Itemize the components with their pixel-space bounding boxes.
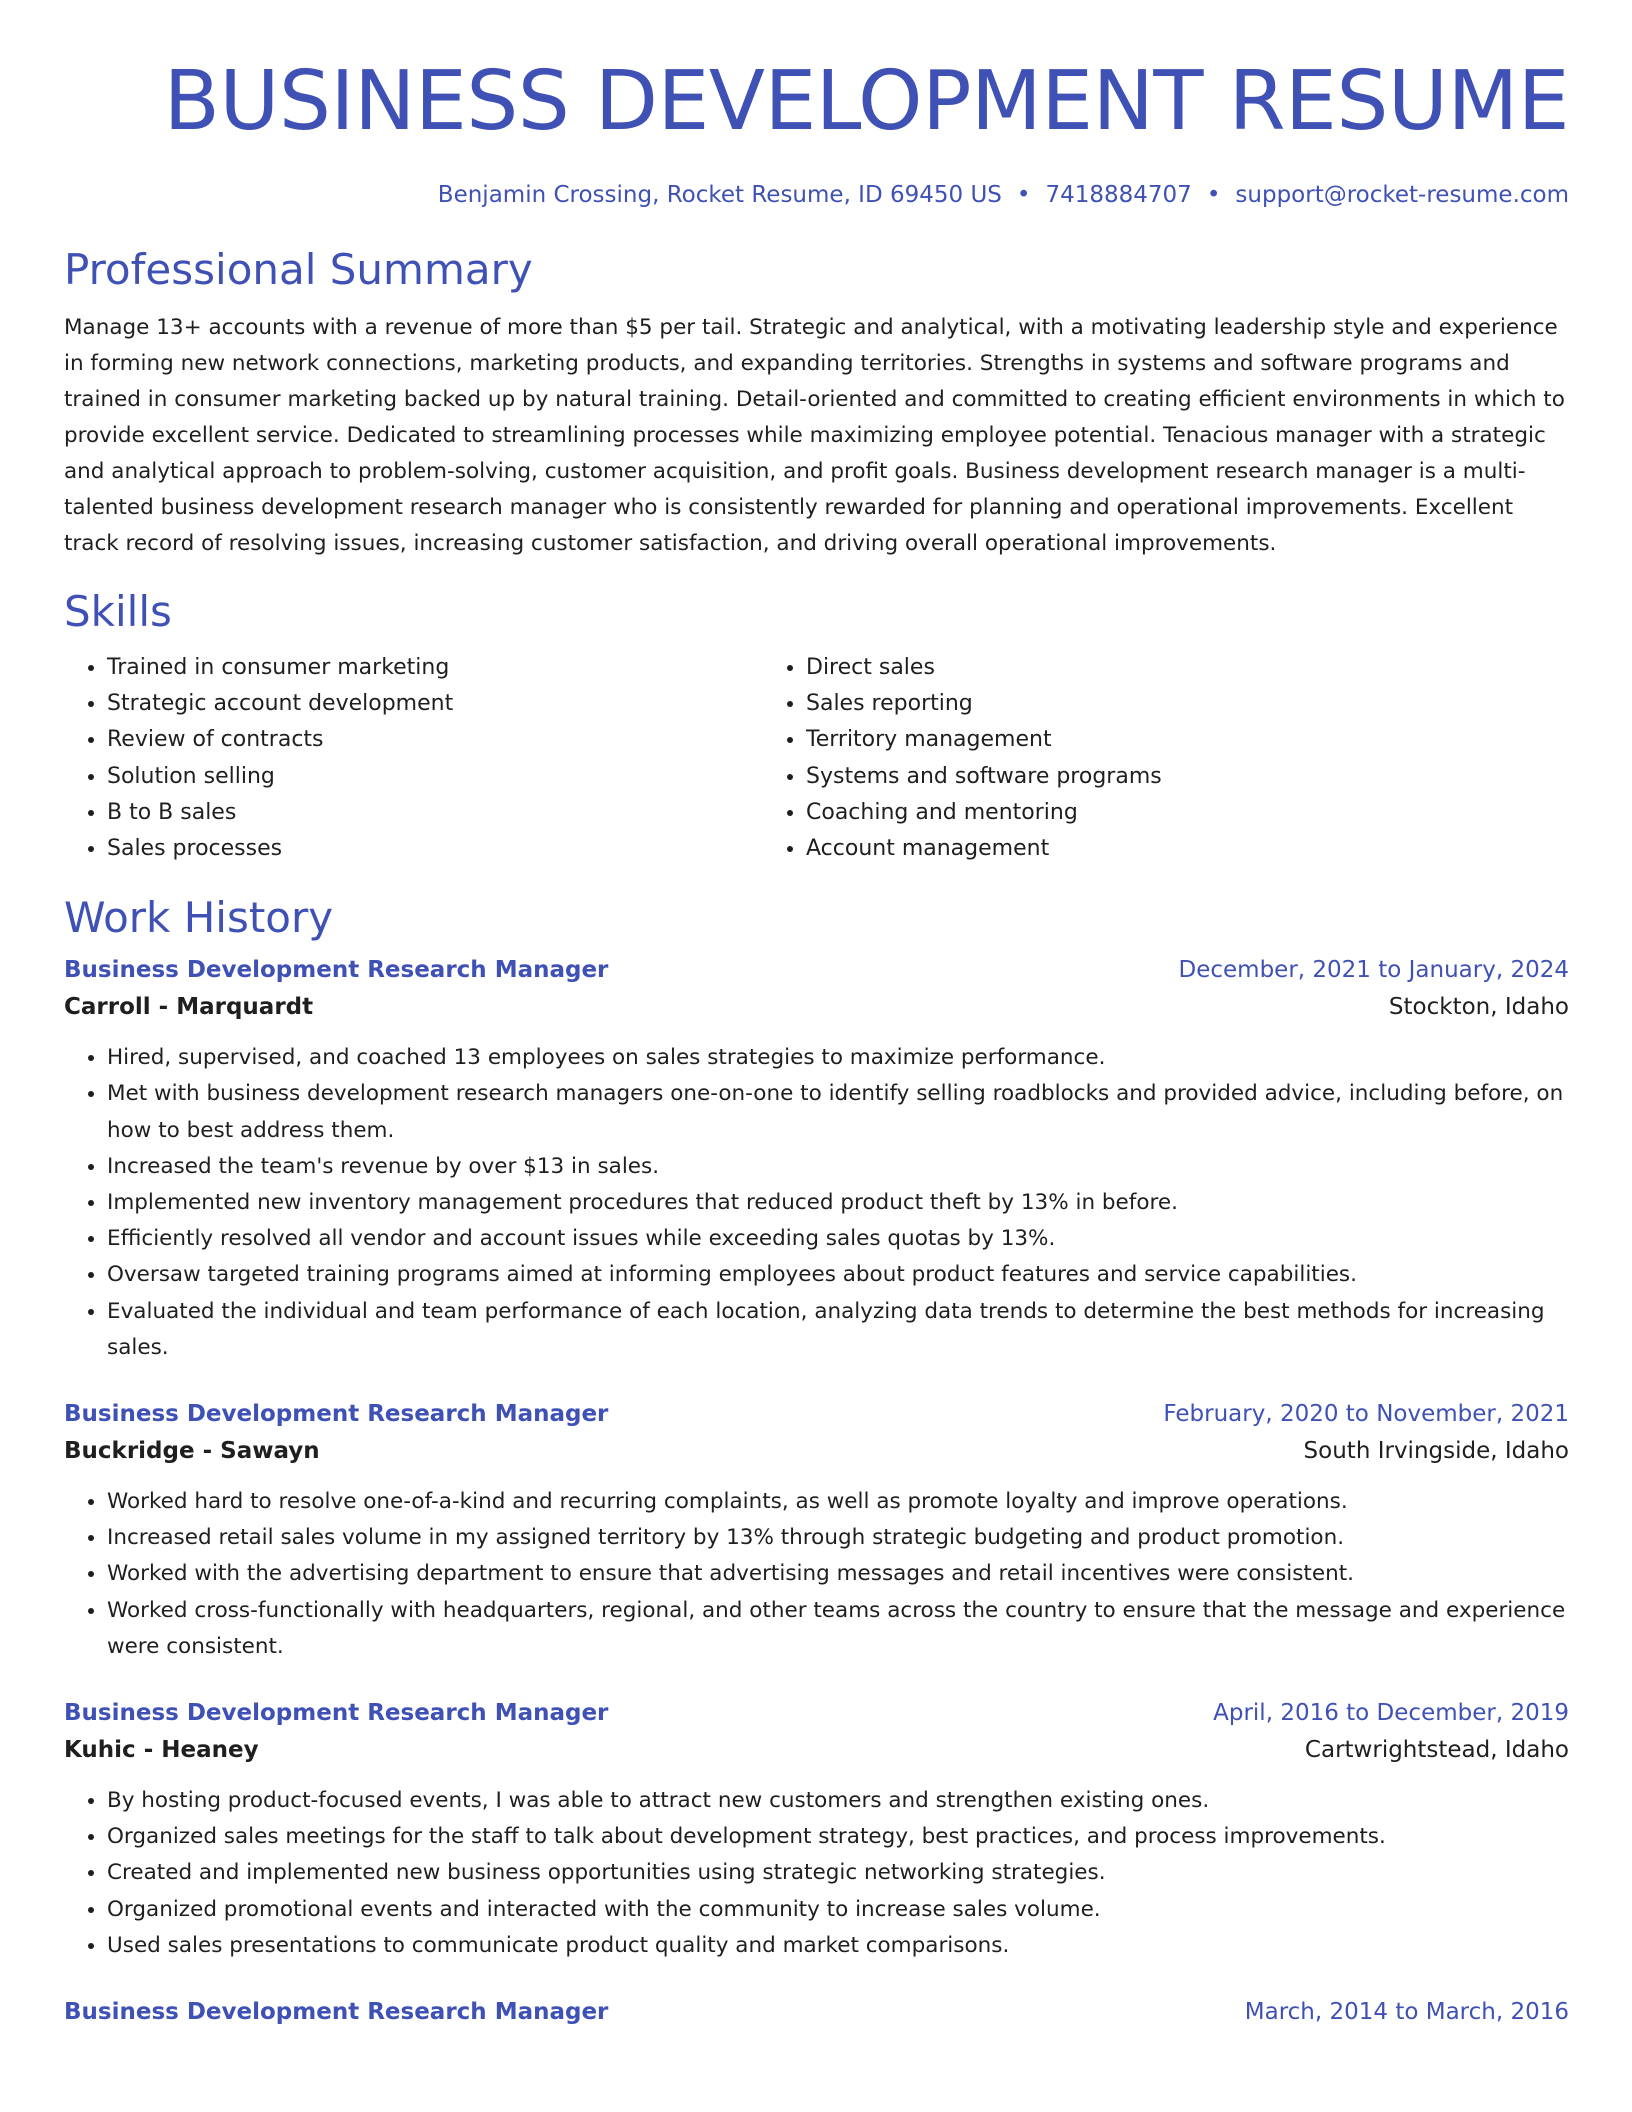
job-location: Cartwrightstead, Idaho (1304, 1737, 1569, 1764)
job-location: South Irvingside, Idaho (1303, 1438, 1569, 1465)
job-company-row (64, 1731, 1569, 1769)
skill-item: • Trained in consumer marketing (107, 650, 763, 686)
duty-item: • Hired, supervised, and coached 13 employees on sales strategies to maximize performance. (107, 1040, 1569, 1076)
duty-item: • Increased retail sales volume in my assigned territory by 13% through strategic budgeting and product promotion. (107, 1520, 1569, 1556)
contact-email[interactable]: support@rocket-resume.com (1235, 182, 1569, 208)
duty-item: • Created and implemented new business opportunities using strategic networking strategies. (107, 1855, 1569, 1891)
skills-list-right (763, 650, 1569, 867)
duty-item: • Used sales presentations to communicate product quality and market comparisons. (107, 1928, 1569, 1964)
duty-item: • Increased the team's revenue by over $13 in sales. (107, 1149, 1569, 1185)
skill-item: • Direct sales (806, 650, 1569, 686)
duty-item: • Oversaw targeted training programs aimed at informing employees about product features and service capabilities. (107, 1257, 1569, 1293)
job-company: Carroll - Marquardt (64, 994, 314, 1021)
skills-list-left (64, 650, 763, 867)
contact-separator: • (1206, 182, 1221, 208)
duty-item: • Worked cross-functionally with headquarters, regional, and other teams across the country to ensure that the message and experience were consistent. (107, 1593, 1569, 1665)
job-entry (64, 1994, 1569, 2030)
job-dates: February, 2020 to November, 2021 (1163, 1401, 1569, 1428)
job-title: Business Development Research Manager (64, 1700, 609, 1727)
skill-item: • Review of contracts (107, 722, 763, 758)
duty-item: • Organized promotional events and interacted with the community to increase sales volume. (107, 1892, 1569, 1928)
job-company: Kuhic - Heaney (64, 1737, 259, 1764)
duty-item: • Worked hard to resolve one-of-a-kind and recurring complaints, as well as promote loyalty and improve operations. (107, 1484, 1569, 1520)
skill-item: • Sales reporting (806, 686, 1569, 722)
contact-separator: • (1016, 182, 1031, 208)
skill-item: • Sales processes (107, 831, 763, 867)
job-duties (64, 1484, 1569, 1665)
job-company-row (64, 988, 1569, 1026)
skill-item: • Coaching and mentoring (806, 795, 1569, 831)
skill-item: • B to B sales (107, 795, 763, 831)
job-title-row (64, 952, 1569, 988)
job-duties (64, 1783, 1569, 1964)
duty-item: • Evaluated the individual and team performance of each location, analyzing data trends to determine the best methods for increasing sales. (107, 1294, 1569, 1366)
job-dates: December, 2021 to January, 2024 (1178, 957, 1569, 984)
duty-item: • By hosting product-focused events, I was able to attract new customers and strengthen existing ones. (107, 1783, 1569, 1819)
job-company-row (64, 1432, 1569, 1470)
job-location: Stockton, Idaho (1388, 994, 1569, 1021)
summary-heading: Professional Summary (64, 245, 533, 294)
skill-item: • Account management (806, 831, 1569, 867)
job-dates: March, 2014 to March, 2016 (1244, 1999, 1569, 2026)
job-entry (64, 1396, 1569, 1665)
duty-item: • Organized sales meetings for the staff to talk about development strategy, best practices, and process improvements. (107, 1819, 1569, 1855)
duty-item: • Worked with the advertising department to ensure that advertising messages and retail incentives were consistent. (107, 1556, 1569, 1592)
job-entry (64, 952, 1569, 1366)
skill-item: • Solution selling (107, 759, 763, 795)
job-title: Business Development Research Manager (64, 957, 609, 984)
summary-text: Manage 13+ accounts with a revenue of more than $5 per tail. Strategic and analytical, with a motivating leadership style and experience in forming new network connections, marketing products, and expanding territories. Strengths in systems and software programs and trained in consumer marketing backed up by natural training. Detail-oriented and committed to creating efficient environments in which to provide excellent service. Dedicated to streamlining processes while maximizing employee potential. Tenacious manager with a strategic and analytical approach to problem-solving, customer acquisition, and profit goals. Business development research manager is a multi-talented business development research manager who is consistently rewarded for planning and operational improvements. Excellent track record of resolving issues, increasing customer satisfaction, and driving overall operational improvements. (64, 315, 1565, 556)
contact-phone: 7418884707 (1045, 182, 1192, 208)
job-title: Business Development Research Manager (64, 1999, 609, 2026)
contact-address: Benjamin Crossing, Rocket Resume, ID 69450 US (437, 182, 1002, 208)
skill-item: • Systems and software programs (806, 759, 1569, 795)
work-history-section (64, 892, 1569, 2030)
job-title-row (64, 1695, 1569, 1731)
work-history-heading: Work History (64, 893, 334, 943)
skills-section (64, 586, 1569, 867)
skills-heading: Skills (64, 587, 172, 636)
job-duties (64, 1040, 1569, 1366)
resume-header (64, 0, 1569, 210)
summary-section (64, 244, 1569, 562)
job-title-row (64, 1994, 1569, 2030)
skill-item: • Territory management (806, 722, 1569, 758)
skills-grid (64, 650, 1569, 867)
duty-item: • Efficiently resolved all vendor and account issues while exceeding sales quotas by 13%. (107, 1221, 1569, 1257)
duty-item: • Implemented new inventory management procedures that reduced product theft by 13% in before. (107, 1185, 1569, 1221)
job-company: Buckridge - Sawayn (64, 1438, 320, 1465)
skill-item: • Strategic account development (107, 686, 763, 722)
job-entry (64, 1695, 1569, 1964)
contact-line (64, 180, 1569, 210)
job-title-row (64, 1396, 1569, 1432)
duty-item: • Met with business development research managers one-on-one to identify selling roadblocks and provided advice, including before, on how to best address them. (107, 1076, 1569, 1148)
job-title: Business Development Research Manager (64, 1401, 609, 1428)
resume-title: BUSINESS DEVELOPMENT RESUME (163, 54, 1569, 149)
job-dates: April, 2016 to December, 2019 (1213, 1700, 1569, 1727)
